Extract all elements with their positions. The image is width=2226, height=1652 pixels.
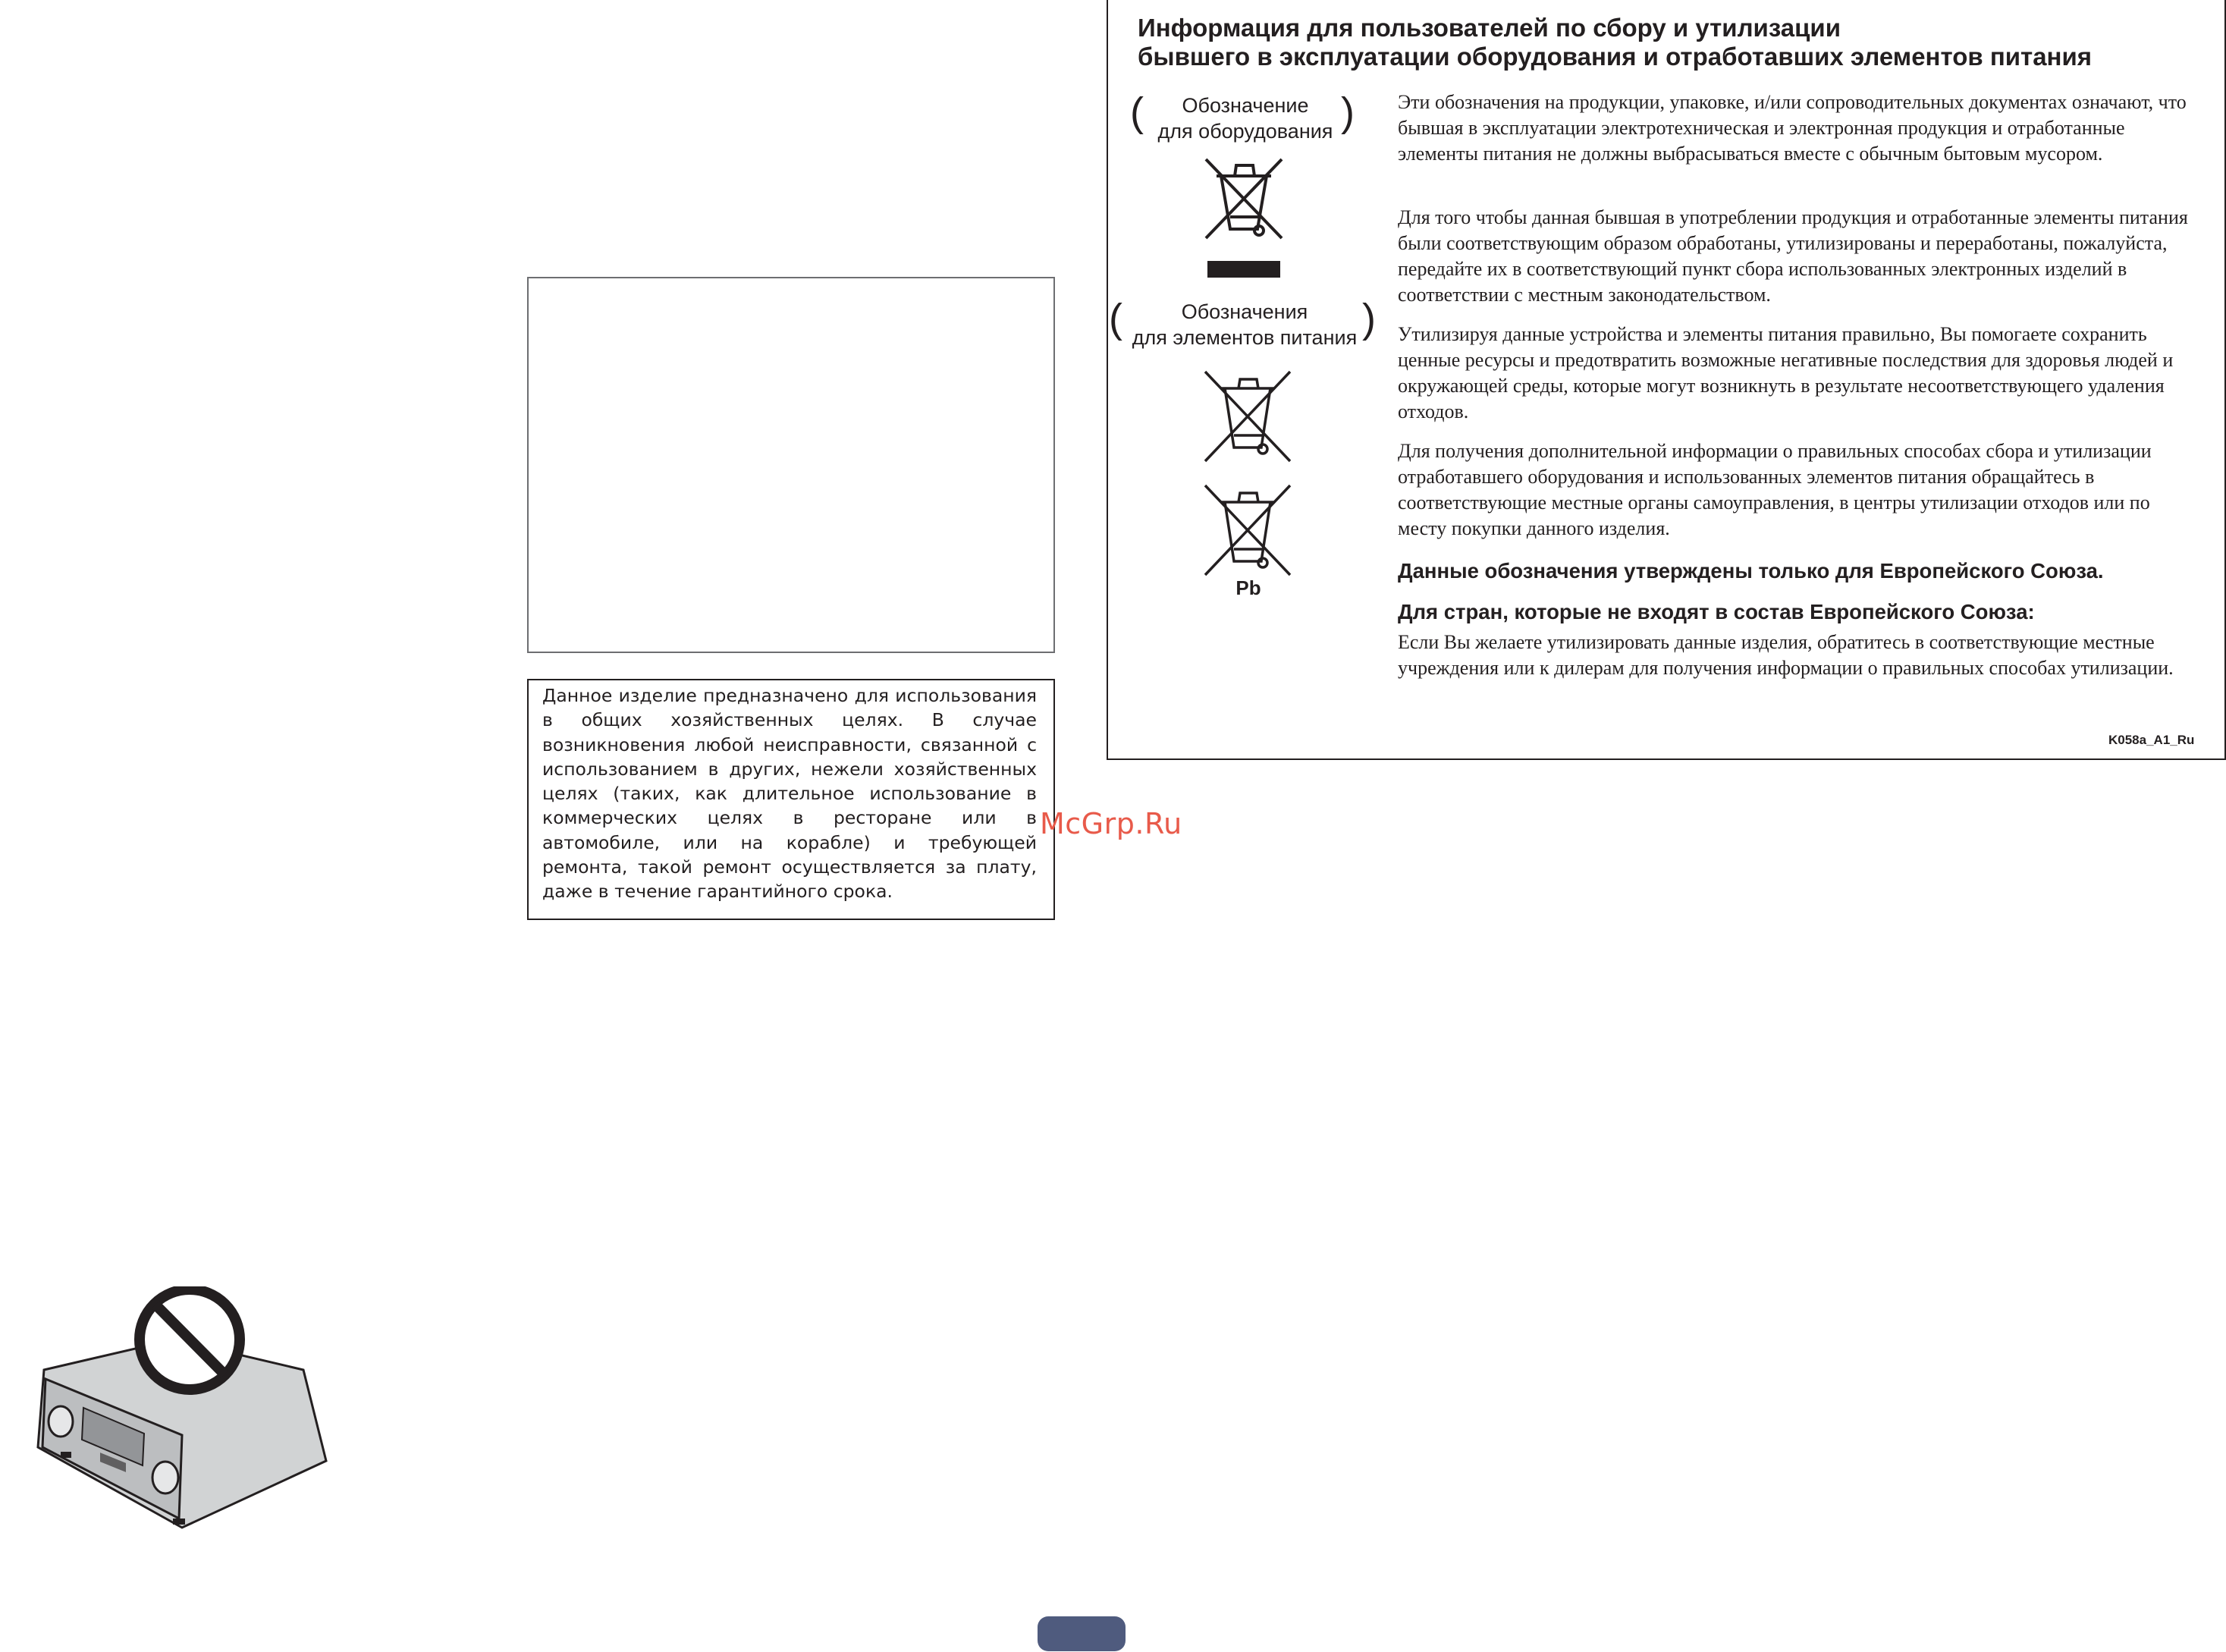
usage-notice-text: Данное изделие предназначено для использования в общих хозяйственных целях. В случае возникновения любой неисправности, связанной с использованием в других, нежели хозяйственных целях (таких, как длительное использование в коммерческих целях в ресторане или в автомобиле, или на корабле) и требующей ремонта, такой ремонт осуществляется за плату, даже в течение гарантийного срока. xyxy=(542,685,1037,903)
blank-frame xyxy=(527,277,1055,653)
battery-caption-line-1: Обозначения xyxy=(1181,300,1308,323)
equipment-caption-line-2: для оборудования xyxy=(1157,120,1333,143)
page-number-tab xyxy=(1038,1616,1126,1651)
pb-label: Pb xyxy=(1235,576,1261,599)
document-code: K058a_A1_Ru xyxy=(2108,733,2195,747)
equipment-caption xyxy=(1154,93,1336,144)
disposal-info-title xyxy=(1138,14,2215,71)
battery-caption xyxy=(1130,299,1359,350)
watermark: McGrp.Ru xyxy=(1040,807,1182,840)
right-paren: ) xyxy=(1362,296,1376,341)
info-paragraph: Утилизируя данные устройства и элементы питания правильно, Вы помогаете сохранить ценные ресурсы и предотвратить возможные негативные последствия для здоровья людей и окружающей среды, которые могут возникнуть в результате несоответствующего удаления отходов. xyxy=(1398,323,2174,422)
info-paragraph: Для того чтобы данная бывшая в употреблении продукция и отработанные элементы питания были соответствующим образом обработаны, утилизированы и переработаны, пожалуйста, передайте их в соответствующий пункт сбора использованных электронных изделий в соответствии с местным законодательством. xyxy=(1398,206,2188,306)
title-line-1: Информация для пользователей по сбору и утилизации xyxy=(1138,14,1841,42)
prohibited-covered-receiver-icon xyxy=(30,1286,334,1529)
left-paren: ( xyxy=(1109,296,1122,341)
non-eu-heading: Для стран, которые не входят в состав Европейского Союза: xyxy=(1398,600,2035,623)
left-paren: ( xyxy=(1130,90,1144,135)
eu-only-statement: Данные обозначения утверждены только для Европейского Союза. xyxy=(1398,559,2104,583)
right-paren: ) xyxy=(1341,90,1355,135)
crossed-out-wheelie-bin-icon xyxy=(1202,369,1293,464)
non-eu-paragraph: Если Вы желаете утилизировать данные изделия, обратитесь в соответствующие местные учреждения или к дилерам для получения информации о правильных способах утилизации. xyxy=(1398,631,2174,679)
equipment-caption-line-1: Обозначение xyxy=(1182,94,1309,117)
usage-notice-box xyxy=(527,679,1055,920)
title-line-2: бывшего в эксплуатации оборудования и отработавших элементов питания xyxy=(1138,42,2093,71)
crossed-out-wheelie-bin-icon xyxy=(1198,153,1289,282)
info-paragraph: Для получения дополнительной информации о правильных способах сбора и утилизации отработавшего оборудования и использованных элементов питания обращайтесь в соответствующие местные органы самоуправления, в центры утилизации отходов или по месту покупки данного изделия. xyxy=(1398,440,2152,539)
battery-caption-line-2: для элементов питания xyxy=(1132,326,1358,349)
info-paragraph: Эти обозначения на продукции, упаковке, и/или сопроводительных документах означают, что бывшая в эксплуатации электротехническая и электронная продукция и отработанные элементы питания не должны выбрасываться вместе с обычным бытовым мусором. xyxy=(1398,91,2187,165)
crossed-out-wheelie-bin-icon xyxy=(1202,482,1293,578)
